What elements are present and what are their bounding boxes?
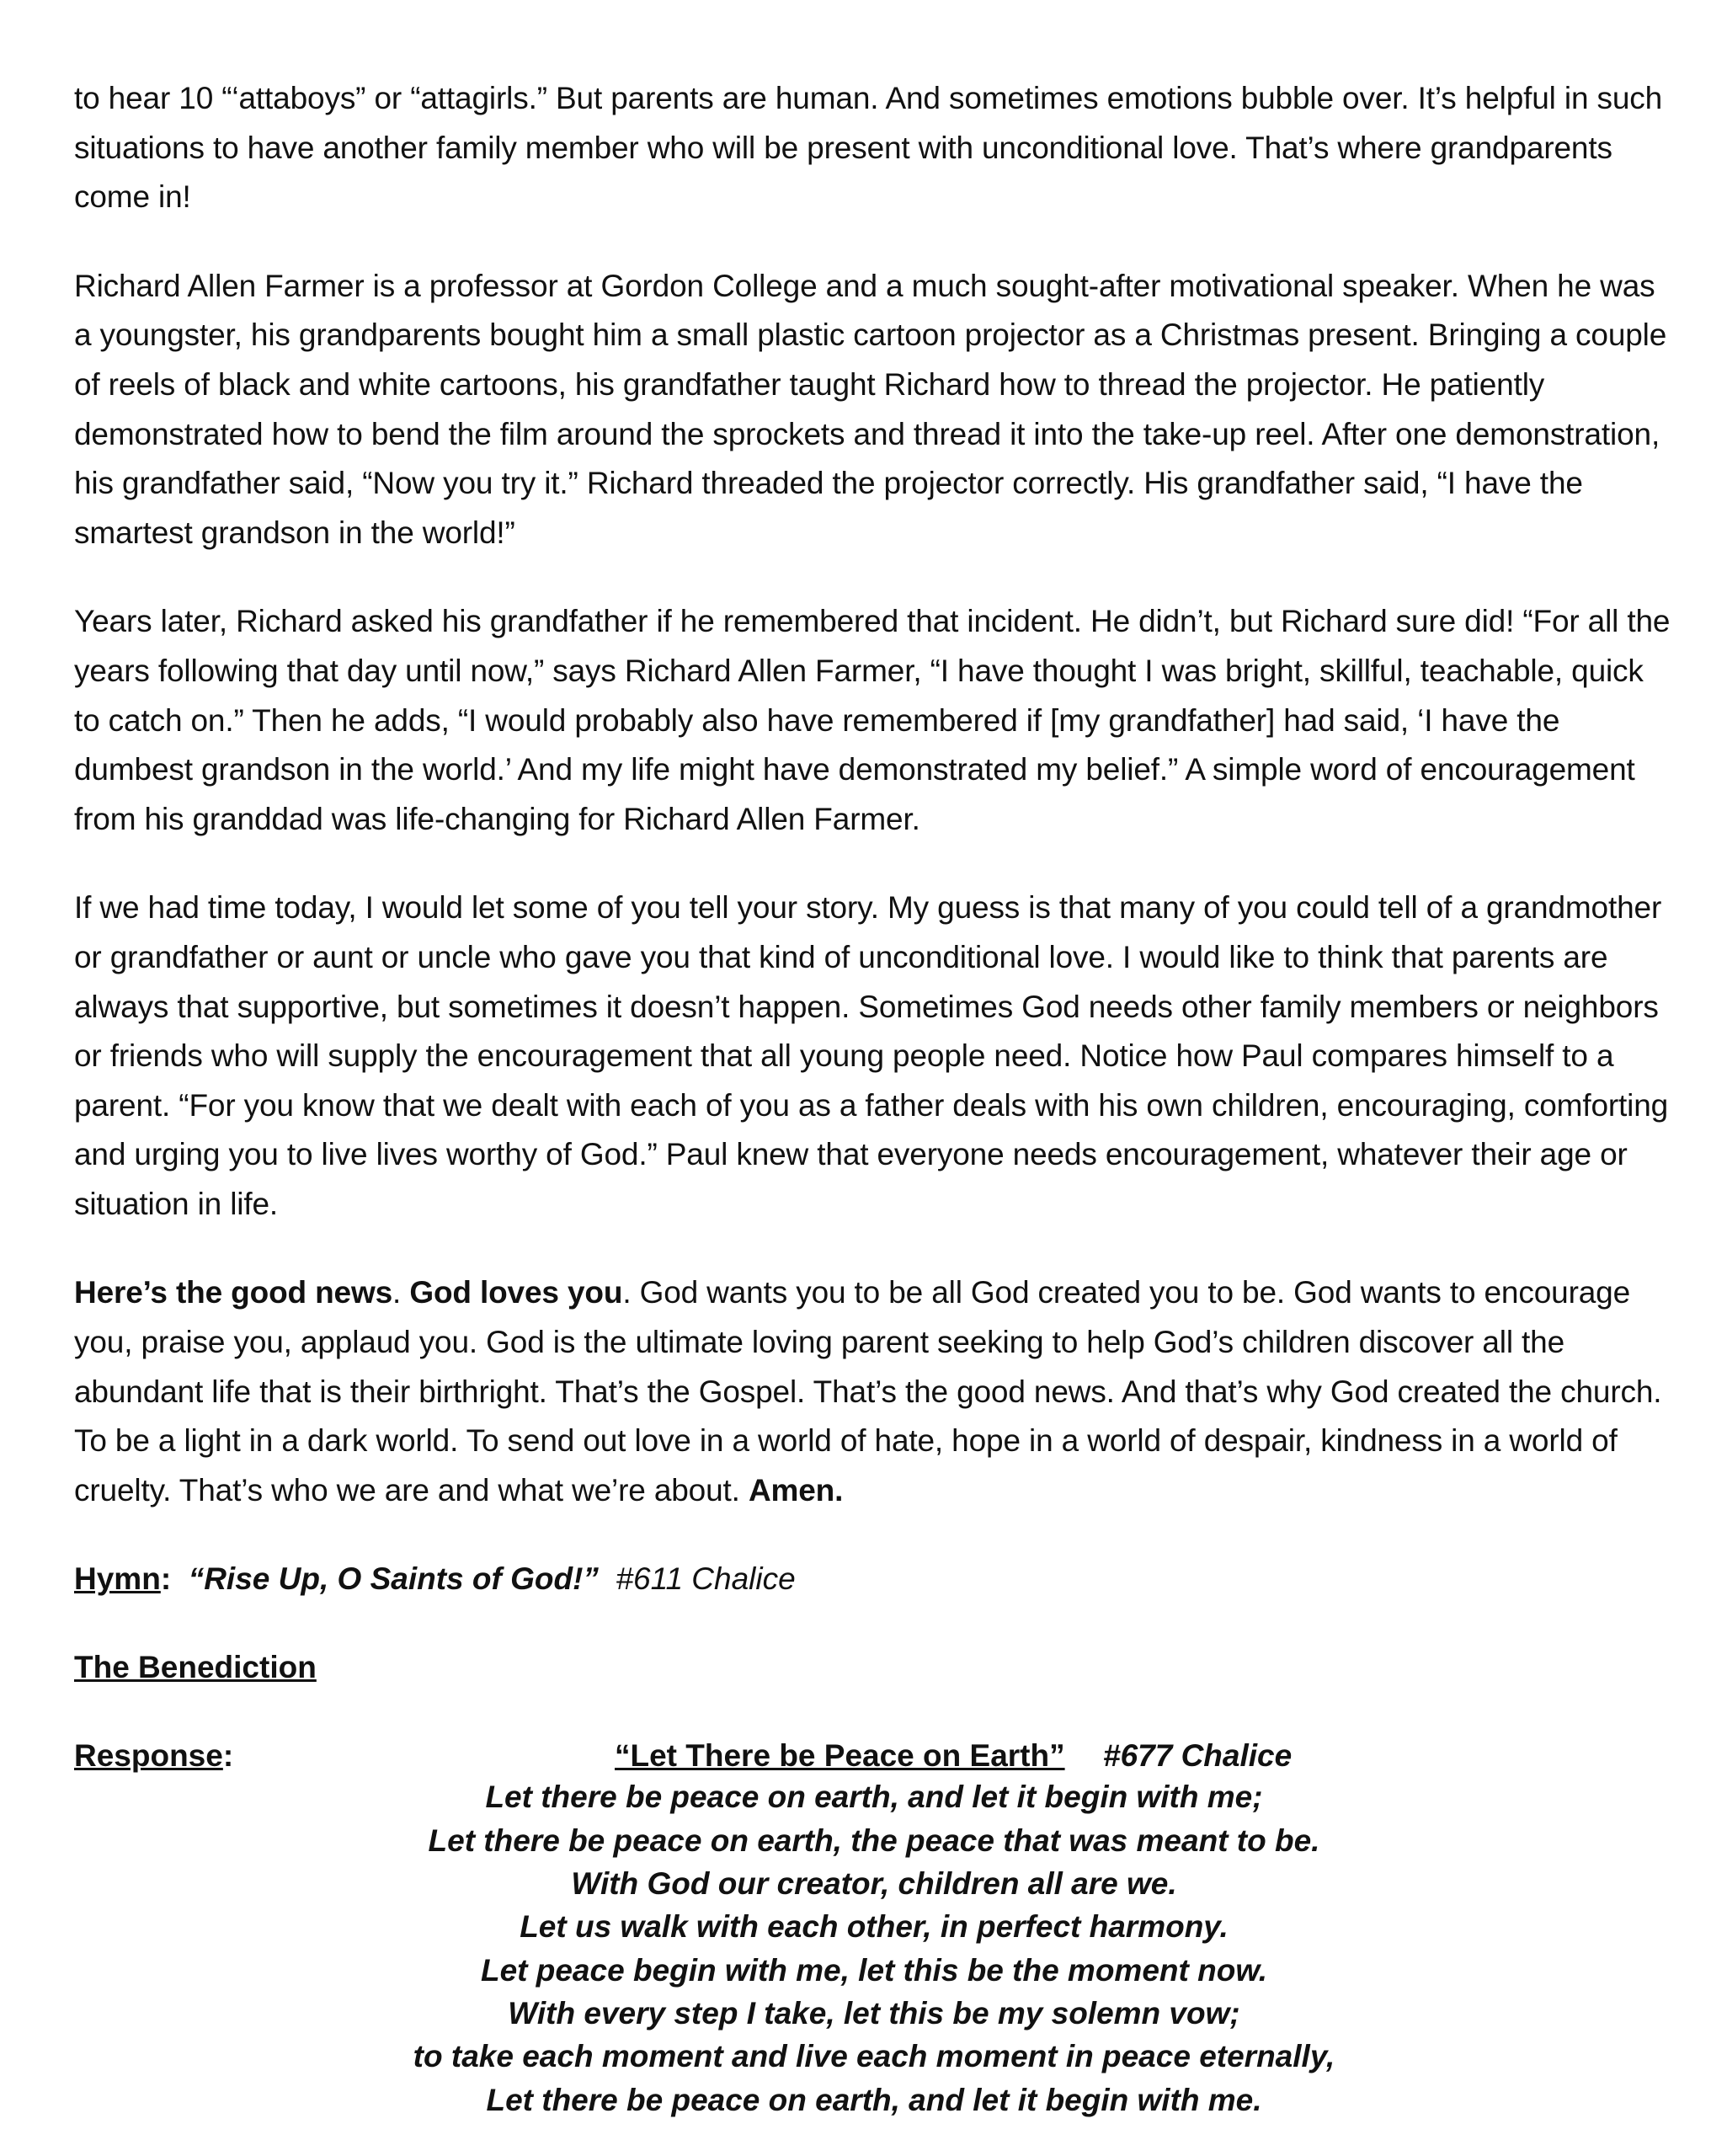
bold-text: Amen. (748, 1472, 844, 1508)
body-paragraph (74, 262, 1674, 558)
response-label: Response (74, 1738, 223, 1774)
lyric-line: With God our creator, children all are we. (571, 1866, 1177, 1902)
response-number: #677 Chalice (1103, 1738, 1293, 1774)
lyric-line: to take each moment and live each moment in peace eternally, (413, 2039, 1335, 2074)
lyric-line: With every step I take, let this be my solemn vow; (508, 1995, 1240, 2031)
lyric-line: Let there be peace on earth, the peace that was meant to be. (428, 1822, 1320, 1858)
hymn-label: Hymn (74, 1561, 161, 1597)
hymn-number: #611 Chalice (598, 1561, 796, 1597)
paragraph-text: . God wants you to be all God created you to be. God wants to encourage you, praise you, applaud you. God is the ultimate loving parent seeking to help God’s children discover all the abundant life that is their birthright. That’s the Gospel. That’s the good news. And that’s why God created the church. To be a light in a dark world. To send out love in a world of hate, hope in a world of despair, kindness in a world of cruelty. That’s who we are and what we’re about. (74, 1275, 1662, 1508)
body-paragraph (74, 883, 1674, 1229)
hymn-colon: : (160, 1561, 189, 1597)
paragraph-text: to hear 10 “‘attaboys” or “attagirls.” But parents are human. And sometimes emotions bubble over. It’s helpful in such situations to have another family member who will be present with unconditional love. That’s where grandparents come in! (74, 81, 1663, 215)
hymn-title: “Rise Up, O Saints of God!” (188, 1561, 599, 1597)
paragraph-text: If we had time today, I would let some of you tell your story. My guess is that many of you could tell of a grandmother or grandfather or aunt or uncle who gave you that kind of unconditional love. I would like to think that parents are always that supportive, but sometimes it doesn’t happen. Sometimes God needs other family members or neighbors or friends who will supply the encouragement that all young people need. Notice how Paul compares himself to a parent. “For you know that we dealt with each of you as a father deals with his own children, encouraging, comforting and urging you to live lives worthy of God.” Paul knew that everyone needs encouragement, whatever their age or situation in life. (74, 890, 1669, 1221)
lyric-line: Let there be peace on earth, and let it begin with me. (486, 2082, 1262, 2117)
paragraph-text: Years later, Richard asked his grandfather if he remembered that incident. He didn’t, but Richard sure did! “For all the years following that day until now,” says Richard Allen Farmer, “I have thought I was bright, skillful, teachable, quick to catch on.” Then he adds, “I would probably also have remembered if [my grandfather] had said, ‘I have the dumbest grandson in the world.’ And my life might have demonstrated my belief.” A simple word of encouragement from his granddad was life-changing for Richard Allen Farmer. (74, 604, 1671, 836)
lyric-line: Let us walk with each other, in perfect harmony. (520, 1909, 1229, 1945)
hymn-line (74, 1555, 1674, 1604)
lyric-line: Let there be peace on earth, and let it begin with me; (485, 1780, 1263, 1815)
bold-text: God loves you (409, 1275, 623, 1310)
paragraph-text: Richard Allen Farmer is a professor at Gordon College and a much sought-after motivational speaker. When he was a youngster, his grandparents bought him a small plastic cartoon projector as a Christmas present. Bringing a couple of reels of black and white cartoons, his grandfather taught Richard how to thread the projector. He patiently demonstrated how to bend the film around the sprockets and thread it into the take-up reel. After one demonstration, his grandfather said, “Now you try it.” Richard threaded the projector correctly. His grandfather said, “I have the smartest grandson in the world!” (74, 268, 1667, 550)
paragraph-text: . (392, 1275, 410, 1310)
body-paragraph (74, 74, 1674, 222)
lyric-line: Let peace begin with me, let this be the moment now. (480, 1952, 1268, 1988)
body-paragraph (74, 597, 1674, 844)
bold-text: Here’s the good news (74, 1275, 393, 1310)
document-page (74, 74, 1674, 2121)
response-label-group (74, 1732, 233, 1780)
body-paragraph (74, 1268, 1674, 1515)
response-song-title: “Let There be Peace on Earth” (615, 1738, 1065, 1774)
response-colon: : (222, 1738, 234, 1774)
benediction-heading: The Benediction (74, 1650, 317, 1685)
response-line (74, 1732, 1674, 1780)
response-lyrics (74, 1775, 1674, 2121)
sermon-body (74, 74, 1674, 1515)
